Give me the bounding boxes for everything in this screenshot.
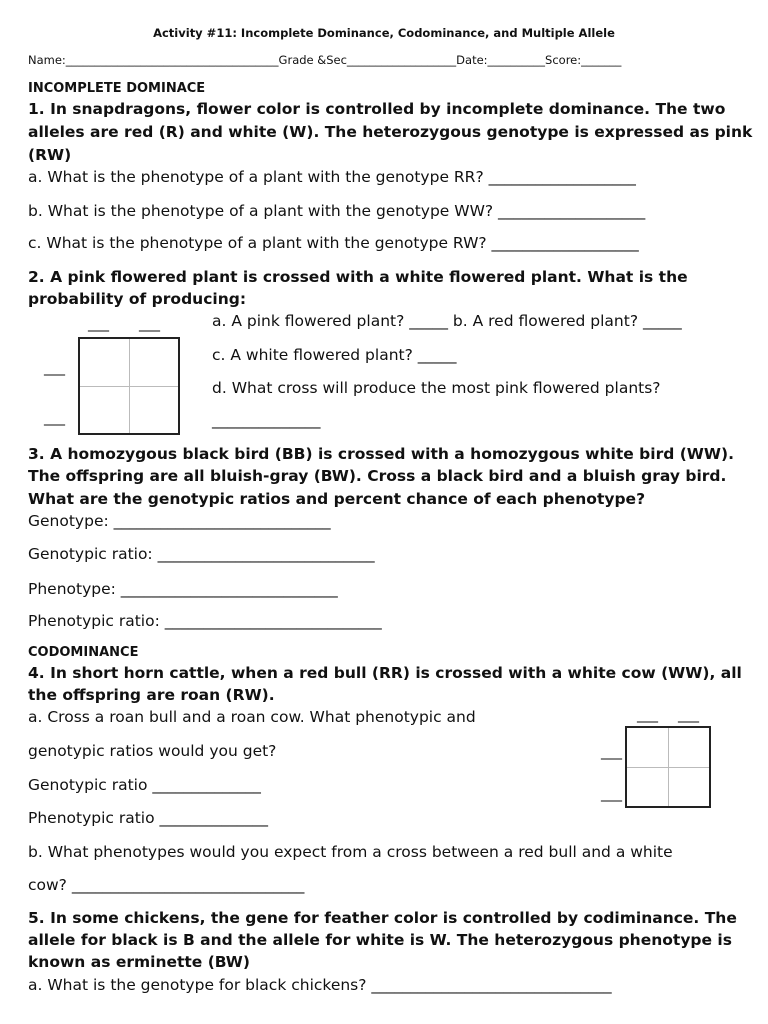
q1-part-c[interactable]: c. What is the phenotype of a plant with the genotype RW? ___________________ [28, 234, 639, 252]
q3-line-1: 3. A homozygous black bird (BB) is crossed with a homozygous white bird (WW). [28, 445, 734, 463]
q4-part-b-line-1: b. What phenotypes would you expect from a cross between a red bull and a white [28, 843, 673, 861]
punnett2-top-blank-2[interactable]: ___ [678, 707, 699, 723]
q2-line-1: 2. A pink flowered plant is crossed with a white flowered plant. What is the [28, 268, 688, 286]
q2-part-d-answer-blank[interactable]: ______________ [212, 411, 321, 429]
q3-genotype[interactable]: Genotype: ____________________________ [28, 512, 331, 530]
q4-line-2: the offspring are roan (RW). [28, 686, 275, 704]
q3-line-3: What are the genotypic ratios and percent chance of each phenotype? [28, 490, 646, 508]
punnett-square-2[interactable] [625, 726, 711, 808]
q1-part-b[interactable]: b. What is the phenotype of a plant with the genotype WW? ___________________ [28, 202, 646, 220]
q5-line-1: 5. In some chickens, the gene for feather color is controlled by codiminance. The [28, 909, 737, 927]
punnett2-side-blank-2[interactable]: ___ [601, 786, 622, 802]
punnett1-divider-h [80, 386, 178, 387]
punnett1-side-blank-1[interactable]: ___ [44, 360, 65, 376]
punnett1-top-blank-1[interactable]: ___ [88, 316, 109, 332]
q5-line-2: allele for black is B and the allele for white is W. The heterozygous phenotype is [28, 931, 732, 949]
q3-phenotypic-ratio[interactable]: Phenotypic ratio: ____________________________ [28, 612, 382, 630]
q4-part-a-line-2: genotypic ratios would you get? [28, 742, 277, 760]
q1-line-3: (RW) [28, 146, 72, 164]
q2-part-d: d. What cross will produce the most pink flowered plants? [212, 379, 661, 397]
q4-line-1: 4. In short horn cattle, when a red bull (RR) is crossed with a white cow (WW), all [28, 664, 742, 682]
q1-line-2: alleles are red (R) and white (W). The heterozygous genotype is expressed as pink [28, 123, 753, 141]
q1-line-1: 1. In snapdragons, flower color is controlled by incomplete dominance. The two [28, 100, 726, 118]
punnett2-divider-h [627, 767, 709, 768]
section-heading-codominance: CODOMINANCE [28, 645, 139, 660]
punnett2-side-blank-1[interactable]: ___ [601, 744, 622, 760]
q5-line-3: known as erminette (BW) [28, 953, 250, 971]
punnett1-top-blank-2[interactable]: ___ [139, 316, 160, 332]
q5-part-a[interactable]: a. What is the genotype for black chickens? _______________________________ [28, 976, 612, 994]
student-info-line[interactable]: Name:_____________________________________Grade &Sec___________________Date:__________Score:_______ [28, 53, 622, 67]
worksheet-title: Activity #11: Incomplete Dominance, Codominance, and Multiple Allele [153, 26, 615, 40]
q4-part-a-line-1: a. Cross a roan bull and a roan cow. What phenotypic and [28, 708, 476, 726]
q2-parts-a-b[interactable]: a. A pink flowered plant? _____ b. A red flowered plant? _____ [212, 312, 682, 330]
q3-genotypic-ratio[interactable]: Genotypic ratio: ____________________________ [28, 545, 375, 563]
punnett1-side-blank-2[interactable]: ___ [44, 410, 65, 426]
q2-line-2: probability of producing: [28, 290, 247, 308]
q2-part-c[interactable]: c. A white flowered plant? _____ [212, 346, 457, 364]
q4-part-b-line-2[interactable]: cow? ______________________________ [28, 876, 305, 894]
q3-phenotype[interactable]: Phenotype: ____________________________ [28, 580, 338, 598]
q1-part-a[interactable]: a. What is the phenotype of a plant with the genotype RR? ___________________ [28, 168, 636, 186]
q3-line-2: The offspring are all bluish-gray (BW). Cross a black bird and a bluish gray bird. [28, 467, 727, 485]
section-heading-incomplete: INCOMPLETE DOMINACE [28, 81, 206, 96]
q4-phenotypic-ratio[interactable]: Phenotypic ratio ______________ [28, 809, 269, 827]
q4-genotypic-ratio[interactable]: Genotypic ratio ______________ [28, 776, 261, 794]
punnett2-top-blank-1[interactable]: ___ [637, 707, 658, 723]
punnett-square-1[interactable] [78, 337, 180, 435]
